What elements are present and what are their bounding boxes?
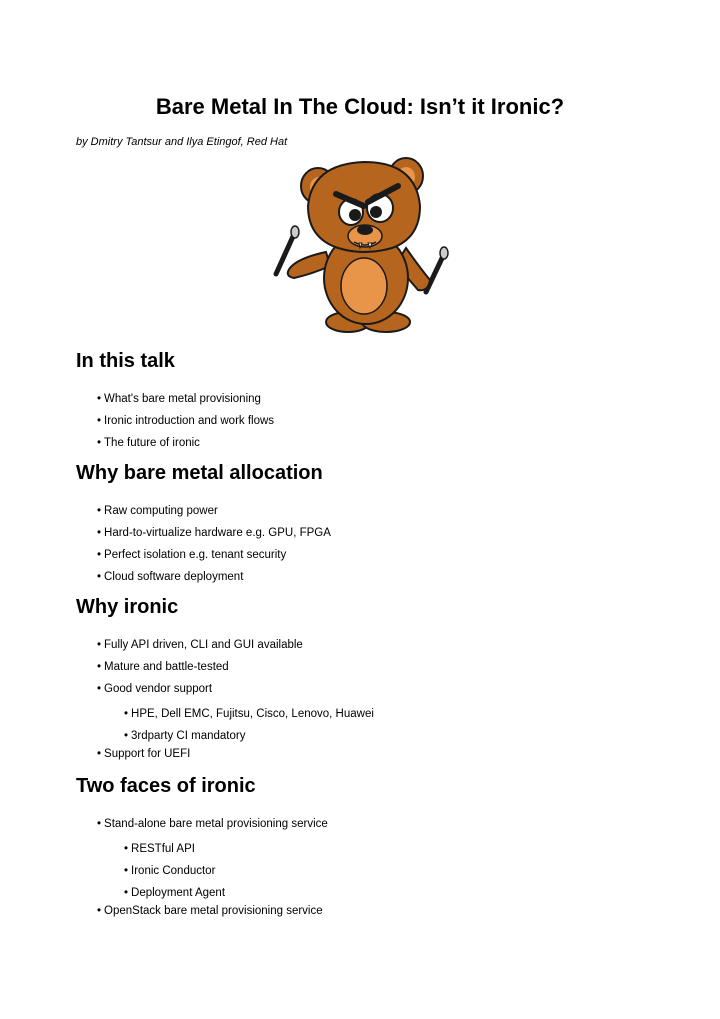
list-item: • Hard-to-virtualize hardware e.g. GPU, FPGA [97,527,331,539]
list-item: • Perfect isolation e.g. tenant security [97,549,287,561]
section-two-faces [76,773,676,917]
section-heading: Why ironic [76,596,179,618]
list-item: • Mature and battle-tested [97,661,229,673]
list-item: • HPE, Dell EMC, Fujitsu, Cisco, Lenovo, Huawei [124,708,374,720]
list-item: • 3rdparty CI mandatory [124,730,246,742]
list-item: • Deployment Agent [124,887,226,899]
list-item: • Cloud software deployment [97,571,244,583]
list-item: • RESTful API [124,843,195,855]
angry-bear-drumsticks-icon [268,150,452,336]
list-item: • Stand-alone bare metal provisioning service [97,818,328,830]
list-item: • OpenStack bare metal provisioning service [97,905,323,917]
list-item: • What's bare metal provisioning [97,393,261,405]
list-item: • Ironic introduction and work flows [97,415,275,427]
author-byline: by Dmitry Tantsur and Ilya Etingof, Red Hat [76,136,288,148]
section-heading: In this talk [76,350,175,372]
list-item: • The future of ironic [97,437,200,449]
section-heading: Two faces of ironic [76,775,256,797]
list-item: • Raw computing power [97,505,218,517]
section-why-bare-metal [76,460,676,583]
section-in-this-talk [76,348,676,449]
list-item: • Ironic Conductor [124,865,216,877]
section-why-ironic [76,594,676,760]
list-item: • Support for UEFI [97,748,191,760]
list-item: • Good vendor support [97,683,213,695]
section-heading: Why bare metal allocation [76,462,323,484]
document-title: Bare Metal In The Cloud: Isn’t it Ironic? [155,94,565,119]
list-item: • Fully API driven, CLI and GUI available [97,639,303,651]
